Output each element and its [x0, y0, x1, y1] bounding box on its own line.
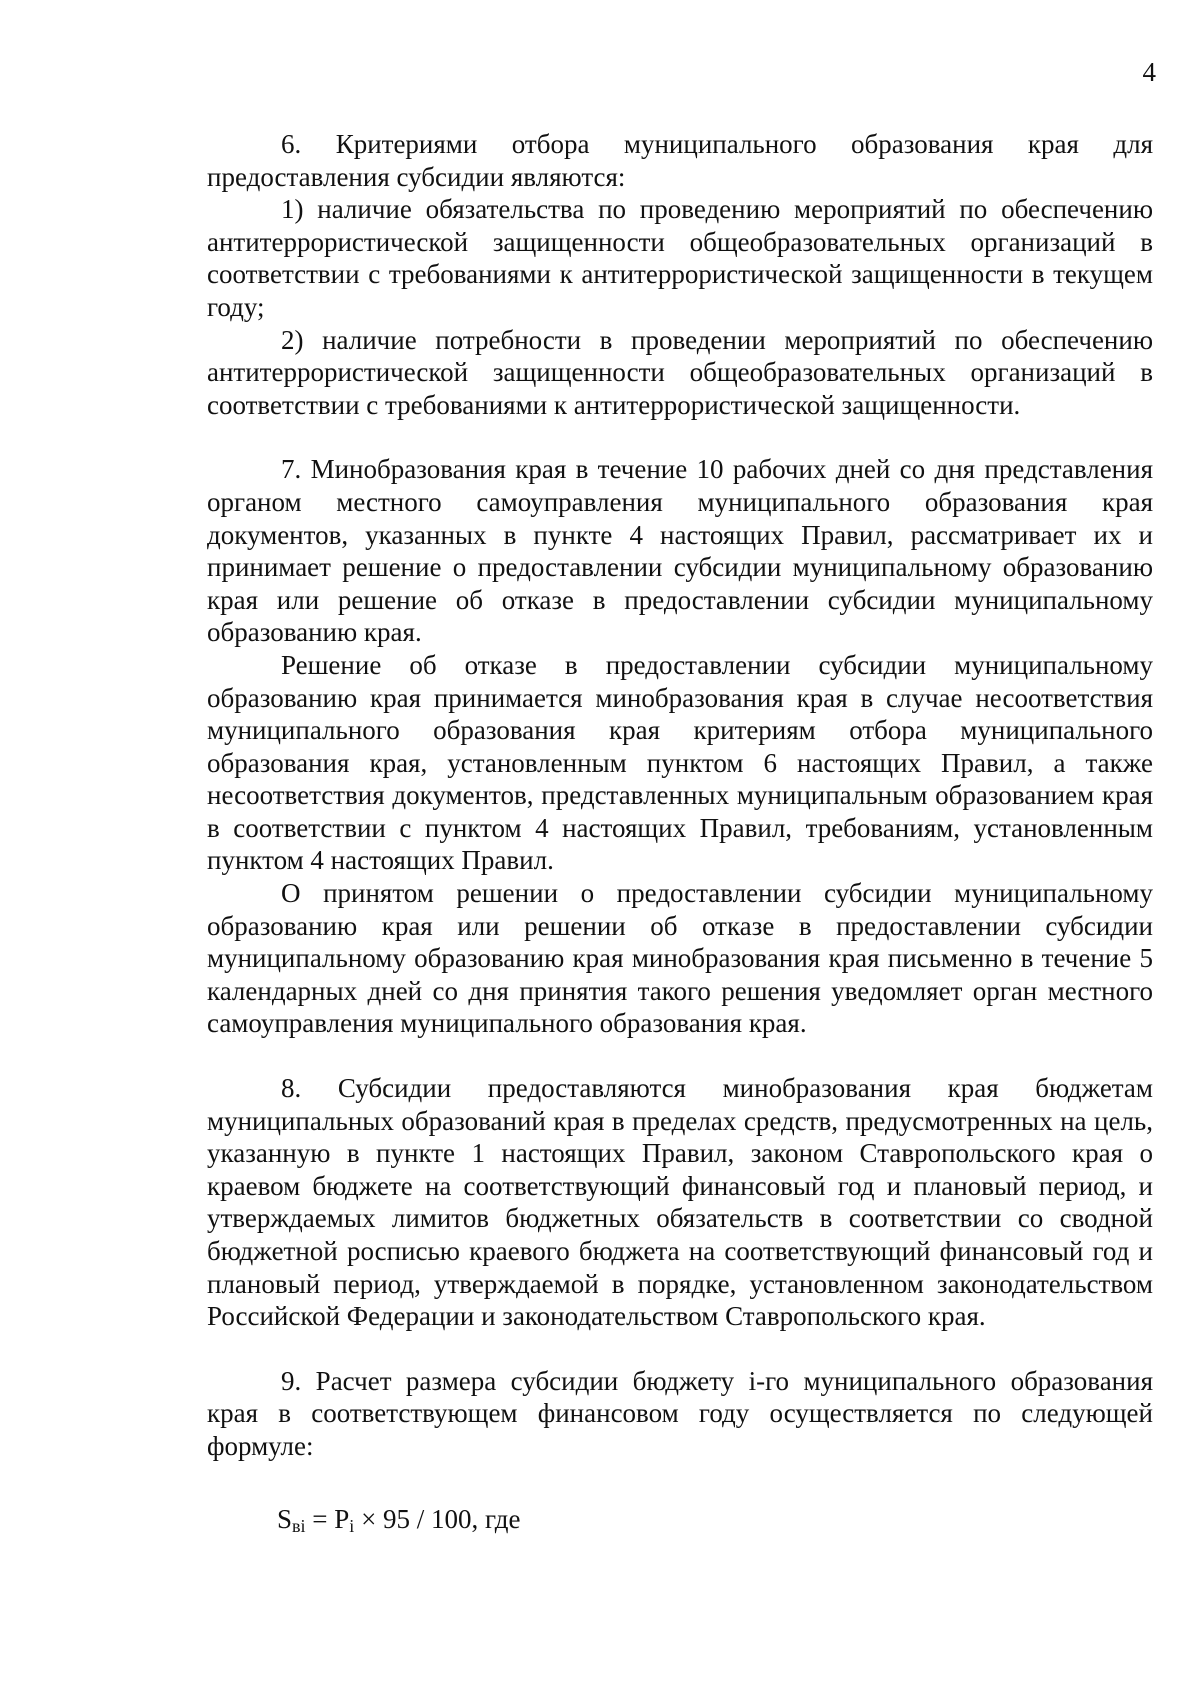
paragraph-9: 9. Расчет размера субсидии бюджету i-го муниципального образования края в соответствующем финансовом году осуществляется по следующей формуле:	[207, 1365, 1153, 1461]
formula-s: S	[277, 1503, 293, 1534]
paragraph-6-item-2: 2) наличие потребности в проведении мероприятий по обеспечению антитеррористической защищенности общеобразовательных организаций в соответствии с требованиями к антитеррористической защищенности.	[207, 324, 1153, 420]
formula-equals: =	[305, 1503, 335, 1534]
formula-p-subscript: i	[349, 1515, 355, 1536]
paragraph-6: 6. Критериями отбора муниципального образования края для предоставления субсидии являются:	[207, 129, 1153, 192]
formula-rest: × 95 / 100, где	[354, 1503, 521, 1534]
paragraph-7: 7. Минобразования края в течение 10 рабочих дней со дня представления органом местного самоуправления муниципального образования края документов, указанных в пункте 4 настоящих Правил, рассматривает их и принимает решение о предоставлении субсидии муниципальному образованию края или решение об отказе в предоставлении субсидии муниципальному образованию края.	[207, 454, 1153, 648]
body-text	[207, 128, 1153, 1542]
paragraph-7-refusal: Решение об отказе в предоставлении субсидии муниципальному образованию края принимается минобразования края в случае несоответствия муниципального образования края критериям отбора муниципального образования края, установленным пунктом 6 настоящих Правил, а также несоответствия документов, представленных муниципальным образованием края в соответствии с пунктом 4 настоящих Правил, требованиям, установленным пунктом 4 настоящих Правил.	[207, 649, 1153, 876]
formula-s-subscript: вi	[292, 1515, 306, 1536]
subsidy-formula	[207, 1503, 1153, 1543]
page-number: 4	[1142, 57, 1156, 87]
formula-p: P	[334, 1503, 350, 1534]
paragraph-7-notice: О принятом решении о предоставлении субсидии муниципальному образованию края или решении об отказе в предоставлении субсидии муниципальному образованию края минобразования края письменно в течение 5 календарных дней со дня принятия такого решения уведомляет орган местного самоуправления муниципального образования края.	[207, 878, 1153, 1039]
paragraph-8: 8. Субсидии предоставляются минобразования края бюджетам муниципальных образований края в пределах средств, предусмотренных на цель, указанную в пункте 1 настоящих Правил, законом Ставропольского края о краевом бюджете на соответствующий финансовый год и плановый период, и утверждаемых лимитов бюджетных обязательств в соответствии со сводной бюджетной росписью краевого бюджета на соответствующий финансовый год и плановый период, утверждаемой в порядке, установленном законодательством Российской Федерации и законодательством Ставропольского края.	[207, 1073, 1153, 1332]
paragraph-6-item-1: 1) наличие обязательства по проведению мероприятий по обеспечению антитеррористической защищенности общеобразовательных организаций в соответствии с требованиями к антитеррористической защищенности в текущем году;	[207, 194, 1153, 322]
